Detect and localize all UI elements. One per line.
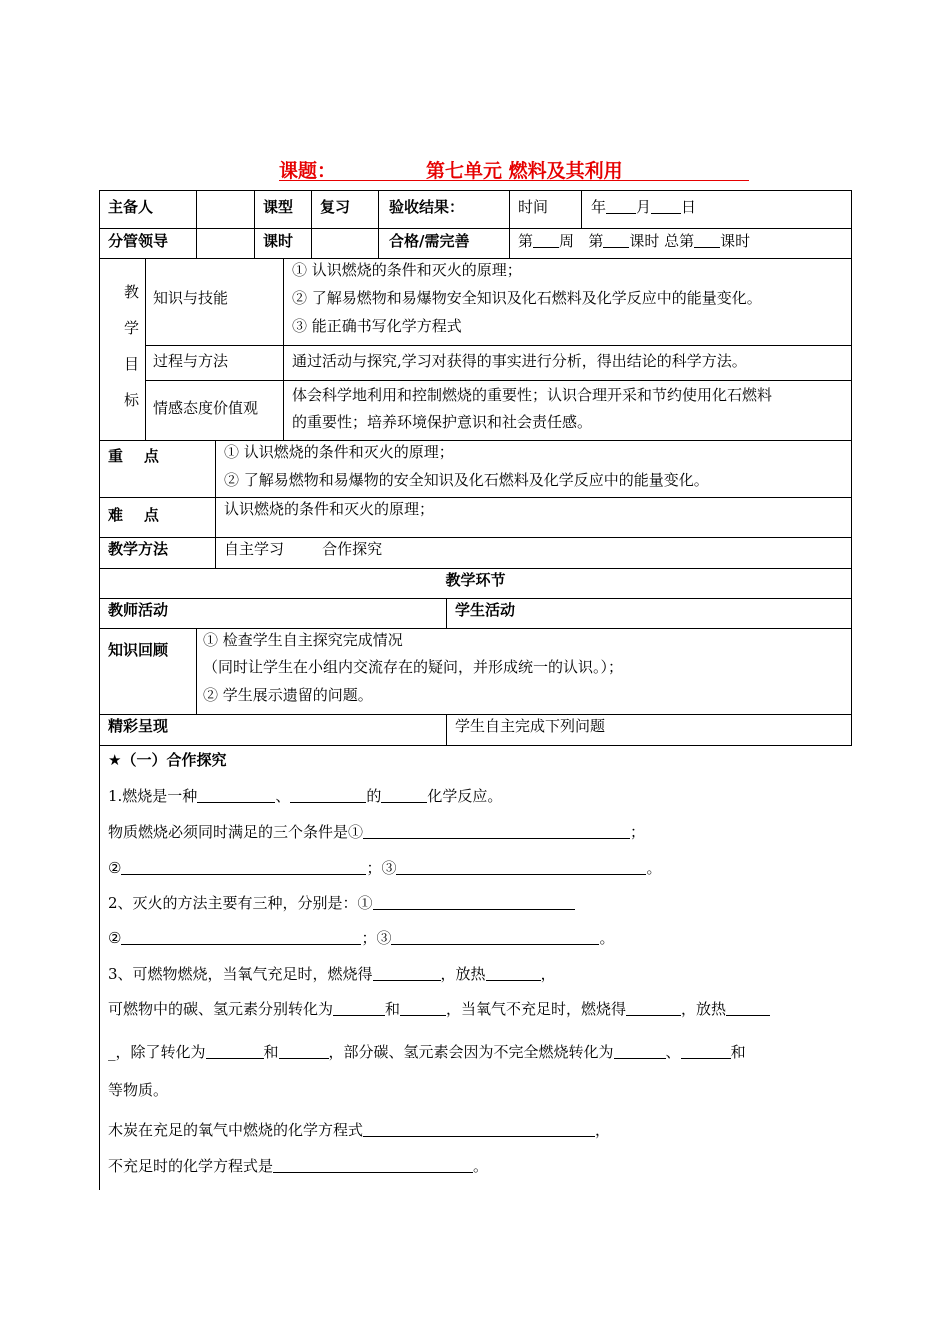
process-label: 过程与方法 [153,352,229,370]
steps-title: 教学环节 [445,571,506,589]
question-3-line-3: _，除了转化为 和 ，部分碳、氢元素会因为不完全燃烧转化为 、 和 [108,1043,746,1061]
question-1-conditions-2: ② ；③ 。 [108,859,662,877]
goals-side-2: 学 [124,319,140,337]
process-text: 通过活动与探究,学习对获得的事实进行分析，得出结论的科学方法。 [292,352,747,370]
difficulty-text: 认识燃烧的条件和灭火的原理； [224,500,435,518]
section-heading: ★（一）合作探究 [108,751,227,769]
key-item-1: ① 认识燃烧的条件和灭火的原理； [224,443,454,461]
key-label: 重 点 [108,447,159,465]
review-label: 知识回顾 [108,641,169,659]
question-3-line-2: 可燃物中的碳、氢元素分别转化为 和 ，当氧气不充足时，燃烧得 ，放热 [108,999,770,1019]
highlight-student-text: 学生自主完成下列问题 [455,717,606,735]
document-title [0,156,950,184]
goals-side-1: 教 [124,283,140,301]
title-underline [279,180,749,181]
emotion-line-1: 体会科学地利用和控制燃烧的重要性；认识合理开采和节约使用化石燃料 [292,386,773,404]
question-2-methods: ② ；③ 。 [108,929,615,947]
question-3: 3、可燃物燃烧，当氧气充足时，燃烧得 ，放热 ， [108,965,556,983]
knowledge-item-1: ① 认识燃烧的条件和灭火的原理； [292,261,522,279]
time-label: 时间 [518,198,549,216]
knowledge-item-3: ③ 能正确书写化学方程式 [292,317,462,335]
pass-label: 合格/需完善 [389,232,470,250]
emotion-label: 情感态度价值观 [153,399,259,417]
knowledge-label: 知识与技能 [153,289,229,307]
question-5: 不充足时的化学方程式是 。 [108,1157,489,1175]
question-3-line-4: 等物质。 [108,1081,169,1099]
emotion-line-2: 的重要性；培养环境保护意识和社会责任感。 [292,413,593,431]
period-label: 课时 [263,232,294,250]
question-1: 1.燃烧是一种 、 的 化学反应。 [108,787,503,805]
question-4: 木炭在充足的氧气中燃烧的化学方程式 ， [108,1121,611,1139]
date-field [591,197,696,217]
teacher-label: 教师活动 [108,601,169,619]
review-line-3: ② 学生展示遗留的问题。 [203,686,373,704]
difficulty-label: 难 点 [108,506,159,524]
review-line-1: ① 检查学生自主探究完成情况 [203,631,403,649]
knowledge-item-2: ② 了解易燃物和易爆物安全知识及化石燃料及化学反应中的能量变化。 [292,289,762,307]
check-label: 验收结果： [389,198,465,216]
question-2: 2、灭火的方法主要有三种，分别是：① [108,893,575,913]
review-line-2: （同时让学生在小组内交流存在的疑问，并形成统一的认识。）； [203,658,624,676]
goals-side-3: 目 [124,355,140,373]
goals-side-4: 标 [124,391,140,409]
method-text: 自主学习 合作探究 [224,540,383,558]
date-year: 年 [591,198,607,216]
date-day: 日 [681,198,697,216]
highlight-label: 精彩呈现 [108,717,169,735]
student-label: 学生活动 [455,601,516,619]
type-value: 复习 [320,198,351,216]
question-1-conditions: 物质燃烧必须同时满足的三个条件是① ； [108,823,646,841]
title-text: 第七单元 燃料及其利用 [426,160,623,182]
title-label: 课题： [279,160,337,182]
date-month: 月 [636,198,652,216]
week-field: 第 周 第 课时 总第 课时 [518,232,751,250]
key-item-2: ② 了解易燃物和易爆物的安全知识及化石燃料及化学反应中的能量变化。 [224,471,709,489]
preparer-label: 主备人 [108,198,154,216]
leader-label: 分管领导 [108,232,169,250]
method-label: 教学方法 [108,540,169,558]
type-label: 课型 [263,198,294,216]
